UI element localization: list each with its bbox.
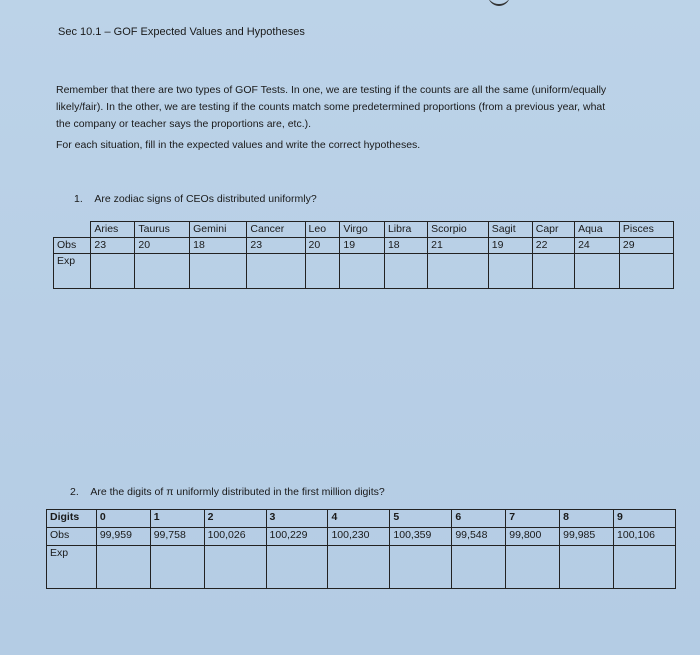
question-2-text: Are the digits of π uniformly distributed in the first million digits? xyxy=(90,486,385,498)
header-cell: Cancer xyxy=(247,222,305,238)
header-cell: 9 xyxy=(614,510,676,528)
exp-cell[interactable] xyxy=(560,546,614,589)
pi-digits-table xyxy=(46,509,676,589)
exp-cell[interactable] xyxy=(452,546,506,589)
header-cell: 0 xyxy=(96,510,150,528)
header-cell: 8 xyxy=(560,510,614,528)
row-label: Obs xyxy=(47,528,97,546)
header-cell: 7 xyxy=(506,510,560,528)
obs-cell: 23 xyxy=(91,238,135,254)
obs-cell: 99,985 xyxy=(560,528,614,546)
header-cell: 4 xyxy=(328,510,390,528)
header-cell: Aries xyxy=(91,222,135,238)
obs-cell: 100,359 xyxy=(390,528,452,546)
exp-cell[interactable] xyxy=(135,254,190,289)
header-cell: Taurus xyxy=(135,222,190,238)
header-cell: 2 xyxy=(204,510,266,528)
exp-cell[interactable] xyxy=(488,254,532,289)
obs-cell: 19 xyxy=(340,238,385,254)
handwriting-mark xyxy=(488,0,510,6)
obs-cell: 19 xyxy=(488,238,532,254)
obs-cell: 99,800 xyxy=(506,528,560,546)
obs-cell: 100,230 xyxy=(328,528,390,546)
header-cell: 3 xyxy=(266,510,328,528)
row-label: Exp xyxy=(54,254,91,289)
worksheet-title: Sec 10.1 – GOF Expected Values and Hypotheses xyxy=(58,26,305,38)
exp-cell[interactable] xyxy=(266,546,328,589)
header-cell: Capr xyxy=(532,222,574,238)
obs-cell: 99,959 xyxy=(96,528,150,546)
instructions: For each situation, fill in the expected values and write the correct hypotheses. xyxy=(56,139,421,151)
exp-cell[interactable] xyxy=(614,546,676,589)
header-cell: Scorpio xyxy=(428,222,489,238)
digits-header-row xyxy=(47,510,676,528)
exp-cell[interactable] xyxy=(328,546,390,589)
exp-cell[interactable] xyxy=(190,254,247,289)
exp-cell[interactable] xyxy=(428,254,489,289)
header-cell: Gemini xyxy=(190,222,247,238)
zodiac-exp-row xyxy=(54,254,674,289)
question-1-number: 1. xyxy=(74,193,83,205)
intro-paragraph: Remember that there are two types of GOF Tests. In one, we are testing if the counts are all the same (uniform/equally likely/fair). In the other, we are testing if the counts match some predetermined proportions (from a previous year, what the company or teacher says the proportions are, etc.). xyxy=(56,84,607,130)
obs-cell: 18 xyxy=(384,238,427,254)
header-cell: Aqua xyxy=(575,222,620,238)
exp-cell[interactable] xyxy=(305,254,340,289)
obs-cell: 29 xyxy=(619,238,673,254)
zodiac-obs-row xyxy=(54,238,674,254)
header-cell: Leo xyxy=(305,222,340,238)
exp-cell[interactable] xyxy=(575,254,620,289)
obs-cell: 24 xyxy=(575,238,620,254)
header-cell: 1 xyxy=(150,510,204,528)
obs-cell: 99,548 xyxy=(452,528,506,546)
obs-cell: 100,026 xyxy=(204,528,266,546)
obs-cell: 18 xyxy=(190,238,247,254)
header-cell: Virgo xyxy=(340,222,385,238)
row-label: Obs xyxy=(54,238,91,254)
obs-cell: 100,106 xyxy=(614,528,676,546)
row-label: Exp xyxy=(47,546,97,589)
question-2-number: 2. xyxy=(70,486,79,498)
obs-cell: 100,229 xyxy=(266,528,328,546)
exp-cell[interactable] xyxy=(619,254,673,289)
obs-cell: 20 xyxy=(135,238,190,254)
obs-cell: 21 xyxy=(428,238,489,254)
obs-cell: 99,758 xyxy=(150,528,204,546)
exp-cell[interactable] xyxy=(340,254,385,289)
exp-cell[interactable] xyxy=(532,254,574,289)
obs-cell: 22 xyxy=(532,238,574,254)
header-cell: 5 xyxy=(390,510,452,528)
digits-exp-row xyxy=(47,546,676,589)
digits-obs-row xyxy=(47,528,676,546)
header-cell: Sagit xyxy=(488,222,532,238)
header-cell: Libra xyxy=(384,222,427,238)
exp-cell[interactable] xyxy=(506,546,560,589)
question-2 xyxy=(70,486,385,498)
exp-cell[interactable] xyxy=(96,546,150,589)
exp-cell[interactable] xyxy=(150,546,204,589)
exp-cell[interactable] xyxy=(91,254,135,289)
exp-cell[interactable] xyxy=(384,254,427,289)
row-label: Digits xyxy=(47,510,97,528)
obs-cell: 20 xyxy=(305,238,340,254)
question-1 xyxy=(74,193,317,205)
zodiac-header-row xyxy=(54,222,674,238)
header-cell: 6 xyxy=(452,510,506,528)
corner-cell xyxy=(54,222,91,238)
exp-cell[interactable] xyxy=(390,546,452,589)
header-cell: Pisces xyxy=(619,222,673,238)
obs-cell: 23 xyxy=(247,238,305,254)
question-1-text: Are zodiac signs of CEOs distributed uniformly? xyxy=(94,193,317,205)
exp-cell[interactable] xyxy=(204,546,266,589)
exp-cell[interactable] xyxy=(247,254,305,289)
zodiac-table xyxy=(53,221,674,289)
